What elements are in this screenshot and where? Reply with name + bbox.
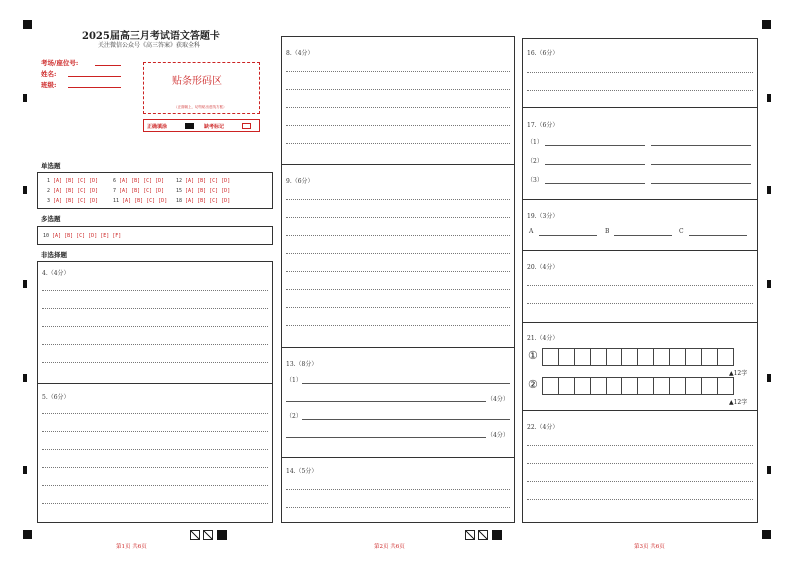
question-title: 5.（6分） — [42, 394, 70, 401]
answer-line — [527, 90, 753, 91]
question-number: 2 — [47, 188, 51, 194]
answer-line — [527, 499, 753, 500]
page-number-2: 第2页 共6页 — [374, 544, 405, 550]
solid-mark — [492, 530, 502, 540]
answer-box-q8[interactable] — [281, 36, 515, 165]
name-label: 姓名: — [41, 70, 57, 78]
blank-1-label: ① — [528, 349, 538, 362]
answer-line — [286, 271, 510, 272]
page-number-3: 第3页 共6页 — [634, 544, 665, 550]
answer-line — [527, 303, 753, 304]
sub-question-1-label: （1） — [286, 377, 302, 384]
sub-question-3-label: （3） — [527, 177, 543, 184]
answer-line — [286, 437, 486, 438]
answer-line — [42, 362, 268, 363]
answer-line — [42, 431, 268, 432]
hatched-mark — [478, 530, 488, 540]
name-field[interactable] — [68, 76, 121, 77]
registration-mark-top-left — [23, 20, 32, 29]
timing-mark-left-2 — [23, 186, 27, 194]
single-choice-box — [37, 172, 273, 209]
question-title: 13.（8分） — [286, 361, 318, 368]
hatched-mark — [465, 530, 475, 540]
choice-options[interactable]: [A] [B] [C] [D] — [122, 198, 168, 204]
single-choice-heading: 单选题 — [41, 162, 61, 170]
question-title: 21.（4分） — [527, 335, 559, 342]
option-b-label: B — [605, 228, 610, 235]
choice-row-2b — [113, 188, 164, 194]
choice-options[interactable]: [A] [B] [C] [D] — [119, 178, 165, 184]
answer-line-a — [539, 235, 597, 236]
timing-mark-right-4 — [767, 374, 771, 382]
choice-row-1c — [176, 178, 230, 184]
question-number: 7 — [113, 188, 117, 194]
question-title: 19.（3分） — [527, 213, 559, 220]
char-grid-1[interactable] — [543, 348, 734, 366]
answer-line — [42, 290, 268, 291]
sub-question-2-label: （2） — [527, 158, 543, 165]
answer-box-q17[interactable] — [522, 107, 758, 200]
registration-mark-bottom-right — [762, 530, 771, 539]
answer-line — [527, 463, 753, 464]
timing-mark-left-1 — [23, 94, 27, 102]
answer-box-q13[interactable] — [281, 347, 515, 458]
page-title: 2025届高三月考试语文答题卡 — [82, 31, 220, 42]
answer-line-b — [614, 235, 672, 236]
question-title: 22.（4分） — [527, 424, 559, 431]
answer-line — [286, 401, 486, 402]
question-number: 15 — [176, 188, 183, 194]
correct-fill-sample — [185, 123, 194, 129]
answer-line — [42, 485, 268, 486]
answer-box-q22[interactable] — [522, 410, 758, 523]
choice-row-1b — [113, 178, 164, 184]
question-number: 1 — [47, 178, 51, 184]
page-number-1: 第1页 共6页 — [116, 544, 147, 550]
answer-line — [302, 383, 510, 384]
exam-seat-label: 考场/座位号: — [41, 59, 79, 67]
choice-options[interactable]: [A] [B] [C] [D] [E] [F] — [52, 233, 122, 239]
timing-mark-right-5 — [767, 466, 771, 474]
timing-mark-left-4 — [23, 374, 27, 382]
choice-options[interactable]: [A] [B] [C] [D] — [119, 188, 165, 194]
answer-line — [286, 217, 510, 218]
answer-box-q9[interactable] — [281, 164, 515, 348]
answer-line — [286, 199, 510, 200]
char-limit-label: ▲12字 — [729, 399, 748, 406]
answer-line — [286, 253, 510, 254]
question-title: 14.（5分） — [286, 468, 318, 475]
option-a-label: A — [529, 228, 534, 235]
timing-mark-right-2 — [767, 186, 771, 194]
answer-line — [545, 183, 645, 184]
answer-line — [42, 344, 268, 345]
registration-mark-top-right — [762, 20, 771, 29]
answer-line — [286, 289, 510, 290]
hatched-mark — [190, 530, 200, 540]
answer-box-q4[interactable] — [37, 261, 273, 384]
timing-mark-right-1 — [767, 94, 771, 102]
answer-box-q16[interactable] — [522, 38, 758, 108]
multi-choice-row — [43, 233, 121, 239]
hatched-mark — [203, 530, 213, 540]
timing-mark-left-3 — [23, 280, 27, 288]
multi-choice-box — [37, 226, 273, 245]
question-title: 8.（4分） — [286, 50, 314, 57]
answer-line — [651, 145, 751, 146]
missing-exam-label: 缺考标记 — [204, 124, 225, 130]
barcode-note: （正面朝上，切勿贴出虚线方框） — [174, 105, 227, 109]
answer-line — [286, 507, 510, 508]
answer-line — [527, 285, 753, 286]
answer-box-q14[interactable] — [281, 457, 515, 523]
answer-line — [545, 145, 645, 146]
answer-line — [286, 125, 510, 126]
answer-line — [42, 467, 268, 468]
answer-line — [527, 481, 753, 482]
question-title: 20.（4分） — [527, 264, 559, 271]
answer-line — [286, 107, 510, 108]
question-number: 6 — [113, 178, 117, 184]
missing-exam-checkbox[interactable] — [242, 123, 251, 129]
registration-mark-bottom-left — [23, 530, 32, 539]
question-title: 17.（6分） — [527, 122, 559, 129]
choice-row-3b — [113, 198, 167, 204]
answer-line — [651, 164, 751, 165]
option-c-label: C — [679, 228, 684, 235]
choice-options[interactable]: [A] [B] [C] [D] — [185, 188, 231, 194]
class-label: 班级: — [41, 81, 57, 89]
barcode-area — [143, 62, 260, 114]
choice-row-1 — [47, 178, 98, 184]
correct-fill-label: 正确填涂 — [147, 124, 168, 130]
question-number: 10 — [43, 233, 50, 239]
answer-line — [651, 183, 751, 184]
choice-options[interactable]: [A] [B] [C] [D] — [53, 188, 99, 194]
choice-options[interactable]: [A] [B] [C] [D] — [53, 198, 99, 204]
answer-box-q21[interactable] — [522, 322, 758, 411]
class-field[interactable] — [68, 87, 121, 88]
answer-line — [42, 413, 268, 414]
answer-line — [286, 71, 510, 72]
answer-line — [42, 326, 268, 327]
answer-line — [545, 164, 645, 165]
char-grid-2[interactable] — [543, 377, 734, 395]
answer-line — [42, 503, 268, 504]
fill-legend — [143, 119, 260, 132]
answer-line — [527, 445, 753, 446]
non-choice-heading: 非选择题 — [41, 251, 67, 259]
answer-line — [527, 72, 753, 73]
page-subtitle: 关注微信公众号《高三答案》获取全科 — [98, 42, 201, 49]
choice-options[interactable]: [A] [B] [C] [D] — [185, 178, 231, 184]
blank-2-label: ② — [528, 378, 538, 391]
solid-mark — [217, 530, 227, 540]
timing-mark-left-5 — [23, 466, 27, 474]
question-number: 11 — [113, 198, 120, 204]
exam-seat-field[interactable] — [95, 65, 121, 66]
question-number: 12 — [176, 178, 183, 184]
timing-mark-right-3 — [767, 280, 771, 288]
question-number: 3 — [47, 198, 51, 204]
choice-row-3c — [176, 198, 230, 204]
answer-line — [286, 307, 510, 308]
choice-row-2 — [47, 188, 98, 194]
answer-line-c — [689, 235, 747, 236]
sub-question-2-label: （2） — [286, 413, 302, 420]
answer-line — [286, 143, 510, 144]
question-number: 18 — [176, 198, 183, 204]
question-title: 4.（4分） — [42, 270, 70, 277]
question-title: 16.（6分） — [527, 50, 559, 57]
barcode-title: 贴条形码区 — [172, 76, 222, 87]
answer-line — [42, 308, 268, 309]
answer-line — [286, 89, 510, 90]
choice-row-2c — [176, 188, 230, 194]
answer-box-q20[interactable] — [522, 250, 758, 323]
answer-line — [286, 489, 510, 490]
answer-box-q5[interactable] — [37, 383, 273, 523]
choice-row-3 — [47, 198, 98, 204]
answer-box-q19[interactable] — [522, 199, 758, 251]
sub-question-score: （4分） — [487, 432, 509, 439]
sub-question-score: （4分） — [487, 396, 509, 403]
choice-options[interactable]: [A] [B] [C] [D] — [185, 198, 231, 204]
question-title: 9.（6分） — [286, 178, 314, 185]
multi-choice-heading: 多选题 — [41, 215, 61, 223]
choice-options[interactable]: [A] [B] [C] [D] — [53, 178, 99, 184]
answer-line — [286, 235, 510, 236]
sub-question-1-label: （1） — [527, 139, 543, 146]
answer-line — [286, 325, 510, 326]
answer-line — [302, 419, 510, 420]
answer-line — [42, 449, 268, 450]
char-limit-label: ▲12字 — [729, 370, 748, 377]
